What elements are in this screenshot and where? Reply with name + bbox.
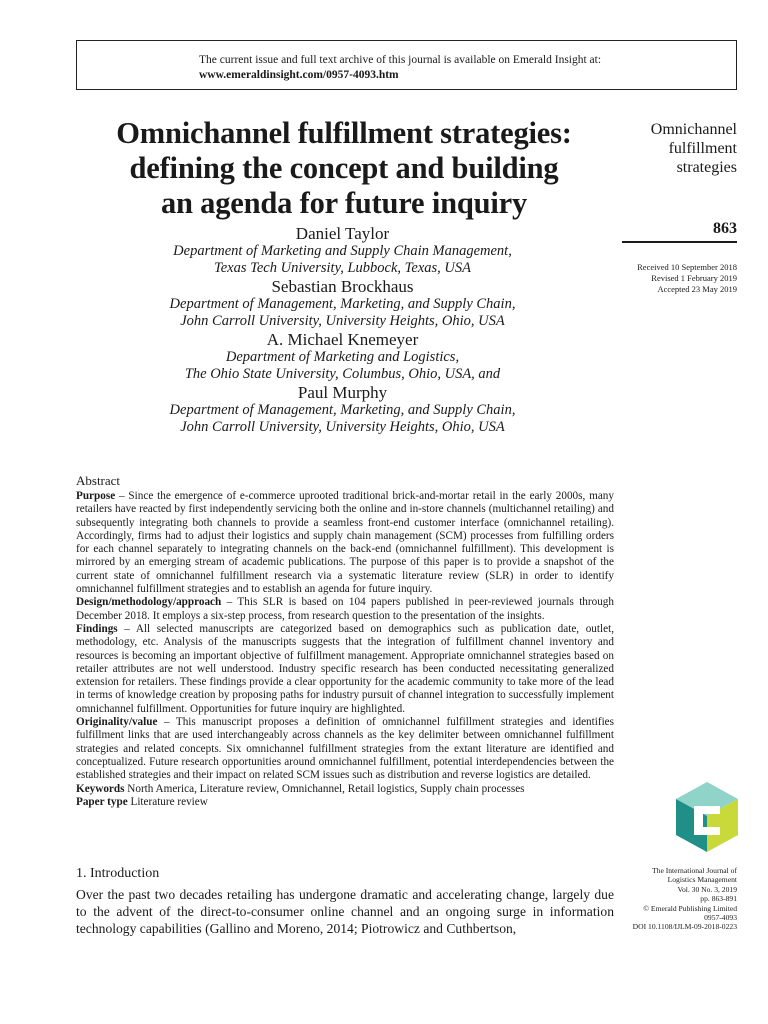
abstract-section — [76, 472, 614, 809]
author-affiliation: Texas Tech University, Lubbock, Texas, USA — [214, 260, 471, 276]
paper-type-label: Paper type — [76, 795, 128, 808]
abstract-text: – This SLR is based on 104 papers published in peer-reviewed journals through December 2018. It employs a six-step process, from research question to the presentation of the insights. — [76, 596, 614, 622]
running-head-line: Omnichannel — [650, 121, 737, 138]
received-date: Received 10 September 2018 — [637, 262, 737, 272]
author-name: Paul Murphy — [297, 383, 388, 402]
title-line: an agenda for future inquiry — [160, 186, 528, 220]
author-affiliation: John Carroll University, University Heights, Ohio, USA — [180, 419, 505, 435]
running-head — [610, 120, 737, 177]
journal-info — [600, 866, 737, 932]
accepted-date: Accepted 23 May 2019 — [657, 284, 737, 294]
emerald-logo-icon — [676, 782, 738, 852]
running-head-line: strategies — [676, 159, 737, 176]
journal-copyright: © Emerald Publishing Limited — [643, 903, 737, 913]
sidebar-rule — [622, 241, 737, 243]
running-head-line: fulfillment — [668, 140, 737, 157]
title-line: Omnichannel fulfillment strategies: — [116, 116, 572, 150]
title-line: defining the concept and building — [129, 151, 559, 185]
introduction-section — [76, 866, 614, 937]
introduction-paragraph: Over the past two decades retailing has undergone dramatic and accelerating change, largely due to the advent of the direct-to-consumer online channel and an ongoing surge in information technology capabilities (Gallino and Moreno, 2014; Piotrowicz and Cuthbertson, — [76, 887, 614, 936]
journal-notice-box — [76, 40, 737, 90]
abstract-originality — [76, 716, 614, 782]
author-affiliation: Department of Marketing and Supply Chain Management, — [173, 243, 512, 259]
abstract-design — [76, 596, 614, 623]
journal-issn: 0957-4093 — [704, 913, 737, 923]
revised-date: Revised 1 February 2019 — [651, 273, 737, 283]
introduction-heading: 1. Introduction — [76, 866, 160, 881]
author-name: Daniel Taylor — [295, 224, 390, 243]
abstract-label: Findings — [76, 622, 118, 635]
author-affiliation: John Carroll University, University Heights, Ohio, USA — [180, 313, 505, 329]
author-list — [100, 224, 585, 436]
journal-name-line: The International Journal of — [652, 866, 737, 875]
author-affiliation: Department of Management, Marketing, and Supply Chain, — [169, 296, 516, 312]
journal-pages: pp. 863-891 — [700, 894, 737, 904]
abstract-purpose — [76, 490, 614, 596]
author-name: A. Michael Knemeyer — [266, 330, 419, 349]
author-affiliation: The Ohio State University, Columbus, Ohio, USA, and — [184, 366, 501, 382]
abstract-text: – All selected manuscripts are categorized based on demographics such as publication date, outlet, methodology, etc. Analysis of the manuscripts suggests that the integration of fulfillment channel inventory and resources is becoming an important objective of fulfillment management. Appropriate omnichannel strategies based on retailer attributes are not well understood. Industry specific research has been conducted necessitating generalized extension for retailers. These findings provide a clear opportunity for the academic community to take more of the lead in terms of knowledge creation by proposing paths for industry pursuit of channel integration to successfully implement omnichannel fulfillment. Opportunities for future inquiry are highlighted. — [76, 622, 614, 715]
paper-type-text: Literature review — [127, 795, 208, 808]
page-number: 863 — [713, 220, 737, 237]
journal-url-link[interactable]: www.emeraldinsight.com/0957-4093.htm — [199, 69, 399, 81]
notice-text: The current issue and full text archive of this journal is available on Emerald Insight at: — [199, 54, 602, 66]
keywords-label: Keywords — [76, 782, 125, 795]
abstract-text: – Since the emergence of e-commerce uprooted traditional brick-and-mortar retail in the early 2000s, many retailers have reacted by first independently servicing both the online and in-store channels (multichannel retailing) and subsequently integrating both channels to provide a seamless front-end customer interface (omnichannel retailing). Accordingly, firms had to adjust their logistics and supply chain management (SCM) processes from fulfilling orders for each channel separately to integrating channels on the back-end (omnichannel fulfillment). This development is mirrored by an emerging stream of academic publications. The purpose of this paper is to provide a snapshot of the current state of omnichannel fulfillment research via a systematic literature review (SLR) in order to identify omnichannel fulfillment strategies and to establish an agenda for future inquiry. — [76, 490, 614, 596]
abstract-label: Design/methodology/approach — [76, 596, 222, 609]
journal-doi: DOI 10.1108/IJLM-09-2018-0223 — [632, 922, 737, 932]
paper-type-row — [76, 796, 614, 809]
keywords-row — [76, 783, 614, 796]
abstract-label: Purpose — [76, 490, 116, 502]
abstract-label: Originality/value — [76, 716, 158, 729]
author-name: Sebastian Brockhaus — [271, 277, 414, 296]
keywords-text: North America, Literature review, Omnichannel, Retail logistics, Supply chain processes — [124, 782, 525, 795]
abstract-text: – This manuscript proposes a definition of omnichannel fulfillment strategies and identifies fulfillment links that are used interchangeably across channels as the key delimiter between omnichannel fulfillment strategies and related concepts. Six omnichannel fulfillment strategies from the extant literature are identified and conceptualized. Future research opportunities around omnichannel fulfillment, potential interdependencies between the established strategies and their impact on related SCM issues such as distribution and reverse logistics are detailed. — [76, 716, 614, 782]
abstract-heading: Abstract — [76, 473, 121, 488]
author-affiliation: Department of Management, Marketing, and Supply Chain, — [169, 402, 516, 418]
paper-title — [74, 116, 614, 221]
author-affiliation: Department of Marketing and Logistics, — [225, 349, 460, 365]
journal-volume: Vol. 30 No. 3, 2019 — [677, 884, 737, 894]
submission-dates — [610, 262, 737, 295]
abstract-findings — [76, 623, 614, 716]
journal-name-line: Logistics Management — [667, 875, 737, 885]
